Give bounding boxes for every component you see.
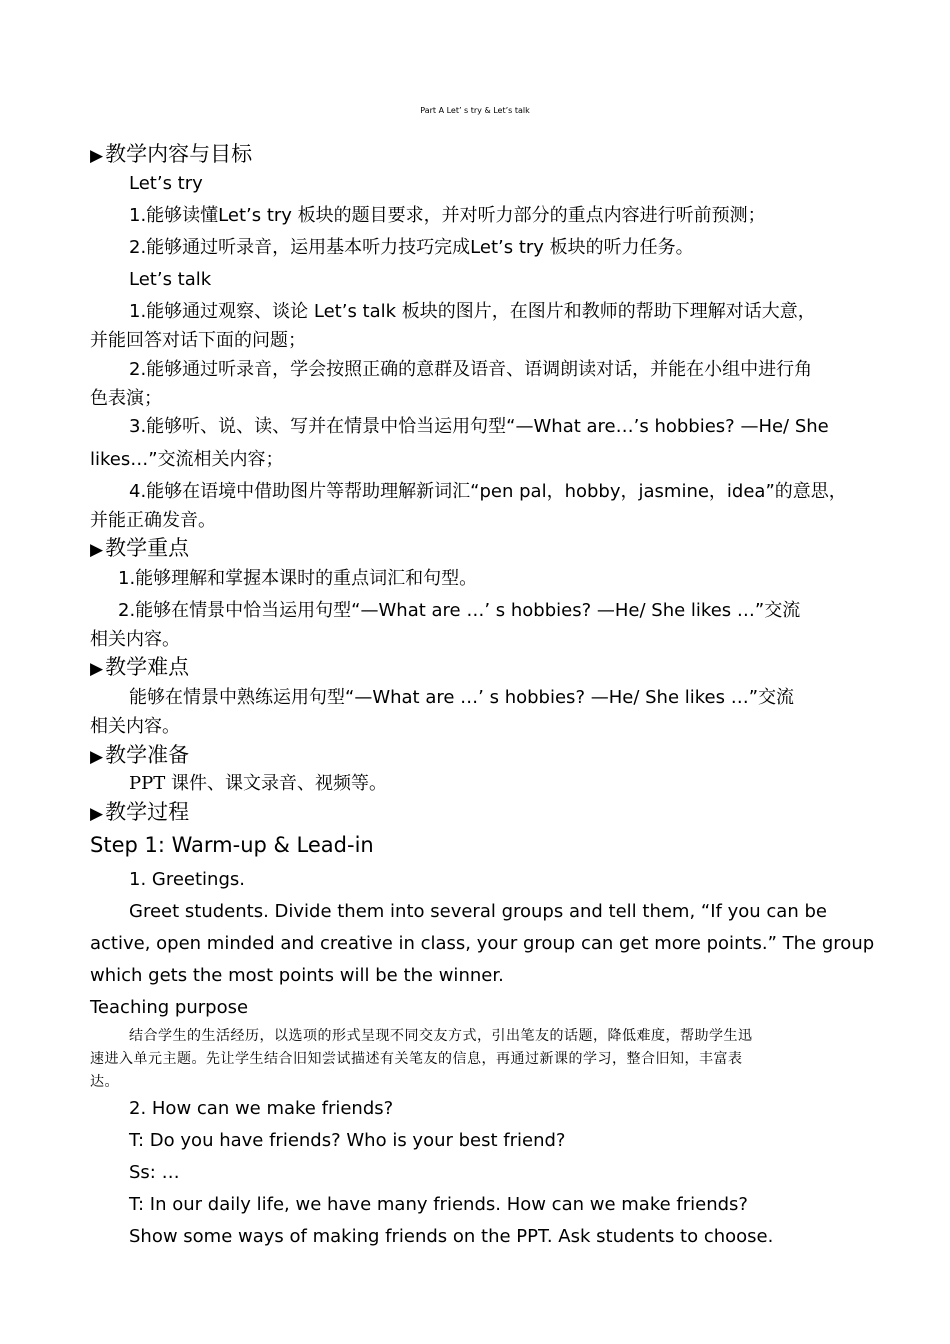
greetings-text-1: Greet students. Divide them into several groups and tell them, “If you can be	[129, 901, 827, 922]
teaching-purpose-text-1: 结合学生的生活经历，以选项的形式呈现不同交友方式，引出笔友的话题，降低难度，帮助学生迅	[129, 1028, 753, 1044]
try-objective-1: 1.能够读懂Let’s try 板块的题目要求，并对听力部分的重点内容进行听前预测；	[129, 205, 766, 226]
talk-objective-1-cont: 并能回答对话下面的问题；	[90, 330, 306, 351]
greetings-text-3: which gets the most points will be the winner.	[90, 965, 504, 986]
lets-talk-label: Let’s talk	[129, 269, 212, 290]
teaching-purpose-label: Teaching purpose	[90, 997, 249, 1018]
greetings-item: 1. Greetings.	[129, 869, 245, 890]
talk-objective-3-cont: likes…”交流相关内容；	[90, 449, 284, 470]
key-point-2-cont: 相关内容。	[90, 629, 180, 650]
greetings-text-2: active, open minded and creative in class, your group can get more points.” The group	[90, 933, 875, 954]
teaching-purpose-text-3: 达。	[90, 1074, 119, 1090]
triangle-bullet-icon: ▶	[90, 659, 104, 679]
lets-try-label: Let’s try	[129, 173, 203, 194]
talk-objective-1: 1.能够通过观察、谈论 Let’s talk 板块的图片，在图片和教师的帮助下理解对话大意，	[129, 301, 816, 322]
question-2: 2. How can we make friends?	[129, 1098, 394, 1119]
section-heading-objectives: ▶教学内容与目标	[90, 142, 253, 166]
difficulty-1: 能够在情景中熟练运用句型“—What are …’ s hobbies? —He/ She likes …”交流	[129, 687, 795, 708]
talk-objective-3: 3.能够听、说、读、写并在情景中恰当运用句型“—What are…’s hobbies? —He/ She	[129, 416, 829, 437]
triangle-bullet-icon: ▶	[90, 146, 104, 166]
triangle-bullet-icon: ▶	[90, 804, 104, 824]
key-point-1: 1.能够理解和掌握本课时的重点词汇和句型。	[118, 568, 478, 589]
section-heading-preparation: ▶教学准备	[90, 743, 190, 767]
teaching-purpose-text-2: 速进入单元主题。先让学生结合旧知尝试描述有关笔友的信息，再通过新课的学习，整合旧知，丰富表	[90, 1051, 743, 1067]
section-heading-key-points: ▶教学重点	[90, 536, 190, 560]
page-title: Part A Let’ s try & Let’s talk	[420, 106, 530, 115]
key-point-2: 2.能够在情景中恰当运用句型“—What are …’ s hobbies? —He/ She likes …”交流	[118, 600, 801, 621]
talk-objective-2-cont: 色表演；	[90, 388, 162, 409]
preparation-materials: PPT 课件、课文录音、视频等。	[129, 773, 387, 794]
talk-objective-4: 4.能够在语境中借助图片等帮助理解新词汇“pen pal，hobby，jasmine，idea”的意思，	[129, 481, 847, 502]
section-heading-process: ▶教学过程	[90, 800, 190, 824]
dialogue-teacher-1: T: Do you have friends? Who is your best friend?	[129, 1130, 566, 1151]
section-heading-difficulties: ▶教学难点	[90, 655, 190, 679]
dialogue-students: Ss: …	[129, 1162, 180, 1183]
difficulty-1-cont: 相关内容。	[90, 716, 180, 737]
talk-objective-4-cont: 并能正确发音。	[90, 510, 216, 531]
step-1-heading: Step 1: Warm-up & Lead-in	[90, 833, 374, 857]
ppt-instruction: Show some ways of making friends on the PPT. Ask students to choose.	[129, 1226, 774, 1247]
talk-objective-2: 2.能够通过听录音，学会按照正确的意群及语音、语调朗读对话，并能在小组中进行角	[129, 359, 813, 380]
triangle-bullet-icon: ▶	[90, 747, 104, 767]
triangle-bullet-icon: ▶	[90, 540, 104, 560]
dialogue-teacher-2: T: In our daily life, we have many friends. How can we make friends?	[129, 1194, 748, 1215]
try-objective-2: 2.能够通过听录音，运用基本听力技巧完成Let’s try 板块的听力任务。	[129, 237, 694, 258]
